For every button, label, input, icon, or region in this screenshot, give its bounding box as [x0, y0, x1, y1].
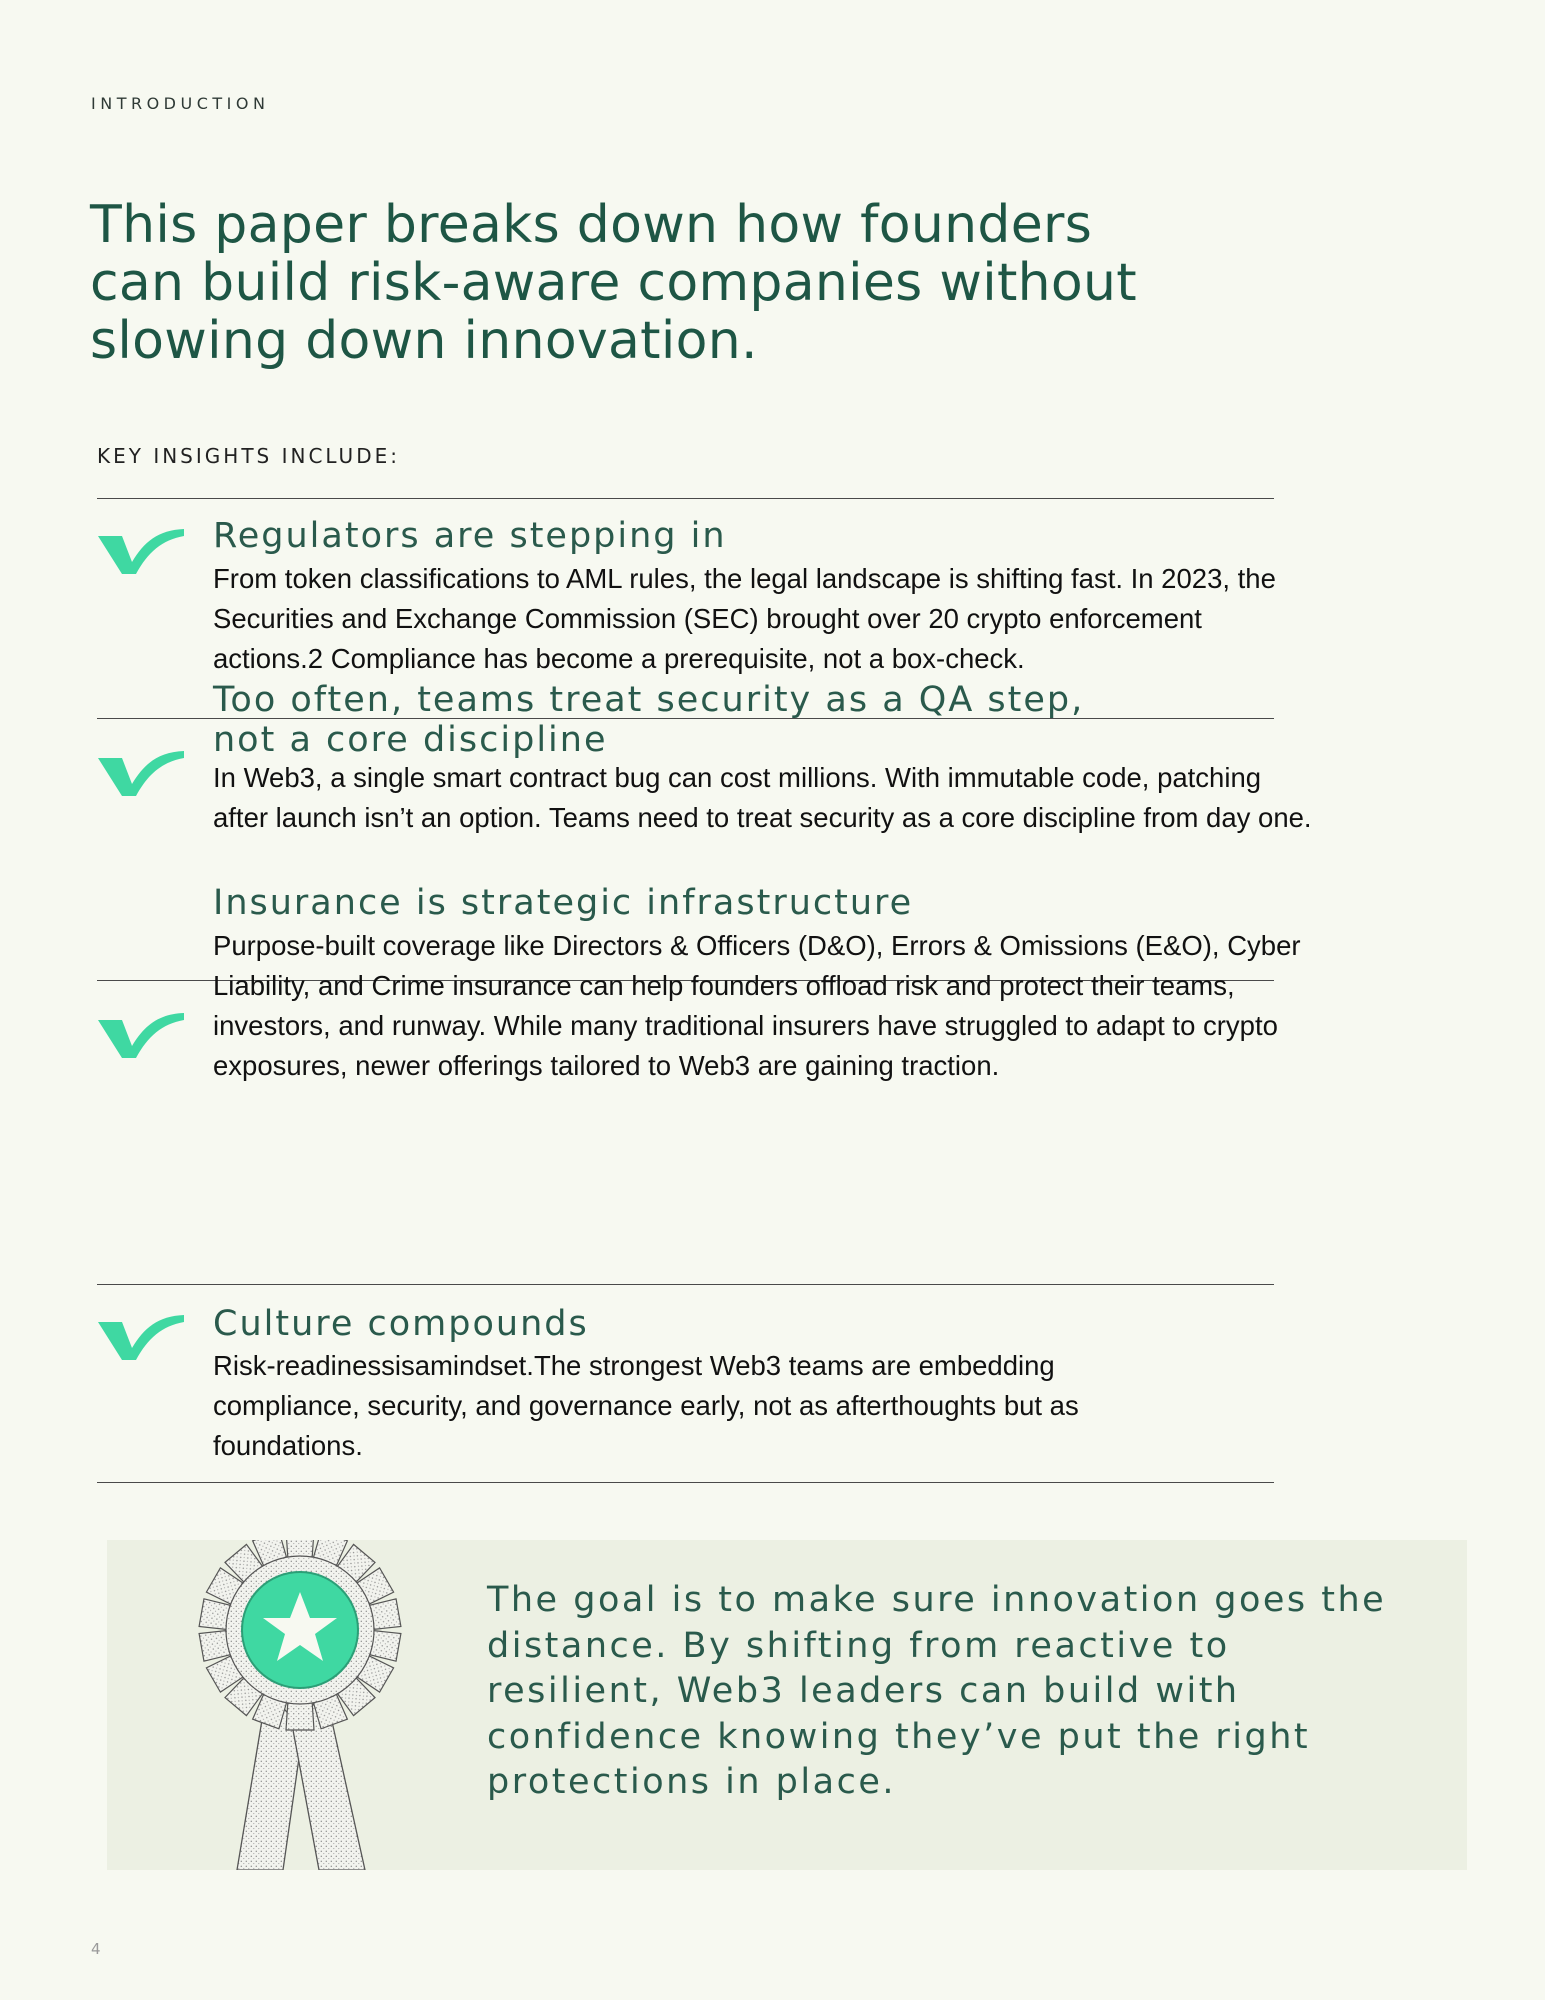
- divider: [97, 1284, 1274, 1285]
- page-headline: [90, 196, 1190, 370]
- insight-title: Culture compounds: [213, 1304, 589, 1344]
- section-label: INTRODUCTION: [91, 94, 270, 113]
- insight-title: Too often, teams treat security as a QA step, not a core discipline: [213, 680, 1085, 760]
- insight-body: In Web3, a single smart contract bug can cost millions. With immutable code, patching after launch isn’t an option. Teams need to treat security as a core discipline from day one.: [213, 762, 1312, 833]
- headline-line: This paper breaks down how founders: [90, 195, 1093, 255]
- insight-body: Purpose-built coverage like Directors & Officers (D&O), Errors & Omissions (E&O), Cyber Liability, and Crime insurance can help founders offload risk and protect their teams, investors, and runway. While many traditional insurers have struggled to adapt to crypto exposures, newer offerings tailored to Web3 are gaining traction.: [213, 930, 1301, 1081]
- check-icon: [96, 526, 186, 578]
- insight-title: Regulators are stepping in: [213, 516, 727, 556]
- callout-text: The goal is to make sure innovation goes the distance. By shifting from reactive to resilient, Web3 leaders can build with confidence knowing they’ve put the right protections in place.: [487, 1580, 1387, 1802]
- headline-line: can build risk-aware companies without: [90, 253, 1137, 313]
- callout-panel: [107, 1540, 1467, 1870]
- insight-body: From token classifications to AML rules, the legal landscape is shifting fast. In 2023, the Securities and Exchange Commission (SEC) brought over 20 crypto enforcement actions.2 Compliance has become a prerequisite, not a box-check.: [213, 563, 1276, 674]
- award-rosette-icon: [175, 1540, 425, 1870]
- insight-title: Insurance is strategic infrastructure: [213, 883, 914, 923]
- divider: [97, 1482, 1274, 1483]
- check-icon: [96, 748, 186, 800]
- check-icon: [96, 1312, 186, 1364]
- divider: [97, 498, 1274, 499]
- headline-line: slowing down innovation.: [90, 311, 758, 371]
- insight-body: Risk-readinessisamindset.The strongest Web3 teams are embedding compliance, security, and governance early, not as afterthoughts but as foundations.: [213, 1350, 1079, 1461]
- check-icon: [96, 1010, 186, 1062]
- insights-label: KEY INSIGHTS INCLUDE:: [97, 444, 400, 468]
- page-number: 4: [91, 1940, 101, 1958]
